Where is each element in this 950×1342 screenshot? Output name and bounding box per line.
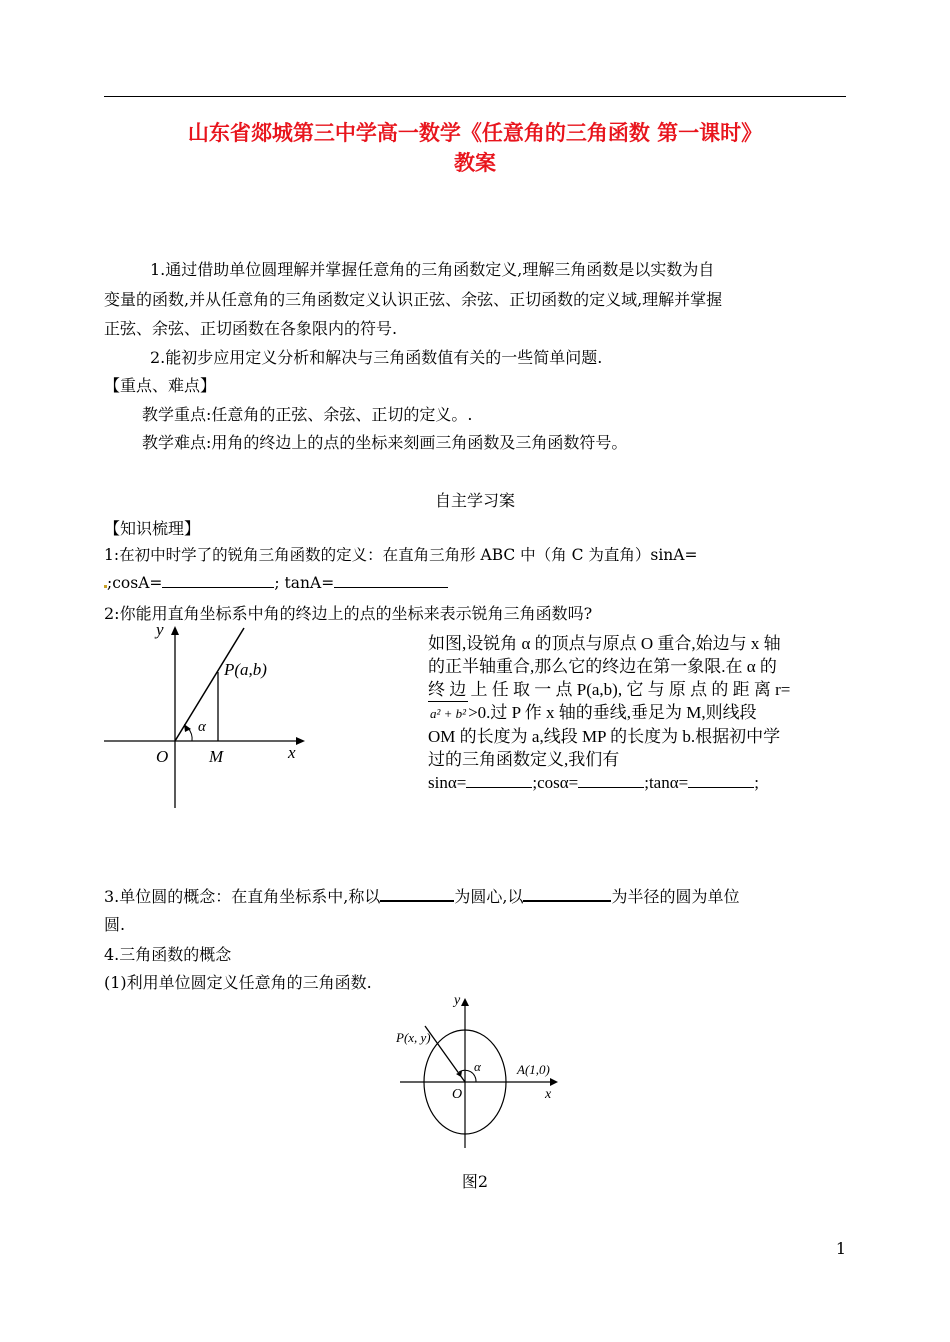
origin-label: O — [452, 1087, 463, 1102]
page-number: 1 — [835, 1239, 846, 1258]
self-study-heading: 自主学习案 — [434, 491, 515, 510]
header-rule — [104, 96, 846, 97]
x-axis-arrow-icon — [550, 1078, 558, 1086]
figure-2-unit-circle — [392, 990, 567, 1152]
y-axis-arrow-icon — [461, 998, 469, 1006]
question-2: 2:你能用直角坐标系中角的终边上的点的坐标来表示锐角三角函数吗? — [104, 604, 593, 623]
sqrt-expression: a² + b² — [428, 701, 468, 725]
teaching-focus: 教学重点:任意角的正弦、余弦、正切的定义。. — [142, 405, 473, 424]
x-axis-arrow-icon — [296, 737, 305, 745]
page-title-line2: 教案 — [454, 151, 496, 175]
cos-alpha-blank[interactable] — [578, 787, 644, 788]
m-label: M — [209, 747, 224, 766]
question-3-line1: 3.单位圆的概念：在直角坐标系中,称以 为圆心,以 为半径的圆为单位 — [104, 887, 740, 906]
objective-1-line1: 1.通过借助单位圆理解并掌握任意角的三角函数定义,理解三角函数是以实数为自 — [150, 260, 715, 279]
question-3-line2: 圆. — [104, 915, 126, 934]
alpha-label: α — [474, 1059, 481, 1074]
alpha-label: α — [198, 719, 206, 735]
tan-alpha-blank[interactable] — [688, 787, 754, 788]
p-label: P(a,b) — [224, 660, 267, 679]
y-axis-arrow-icon — [171, 626, 179, 635]
objective-1-line2: 变量的函数,并从任意角的三角函数定义认识正弦、余弦、正切函数的定义域,理解并掌握 — [104, 290, 723, 309]
key-points-heading: 【重点、难点】 — [104, 376, 217, 395]
question-1-line1: 1:在初中时学了的锐角三角函数的定义：在直角三角形 ABC 中（角 C 为直角）sinA= — [104, 546, 698, 564]
question-4: 4.三角函数的概念 — [104, 945, 232, 964]
figure-1-explanation: 如图,设锐角 α 的顶点与原点 O 重合,始边与 x 轴 的正半轴重合,那么它的终边在第一象限.在 α 的 终 边 上 任 取 一 点 P(a,b), 它 与 原 点 的 距 离 r= a² + b² >0.过 P 作 x 轴的垂线,垂足为 M,则线段 OM 的长度为 a,线段 MP 的长度为 b.根据初中学 过的三角函数定义,我们有 sinα= ;cosα= ;tanα= ; — [428, 634, 791, 792]
knowledge-heading: 【知识梳理】 — [104, 519, 201, 538]
figure-2-caption: 图2 — [461, 1172, 489, 1191]
a-label: A(1,0) — [517, 1062, 550, 1077]
origin-label: O — [156, 747, 169, 766]
x-label: x — [545, 1087, 552, 1102]
teaching-difficulty: 教学难点:用角的终边上的点的坐标来刻画三角函数及三角函数符号。 — [142, 433, 628, 452]
terminal-side — [175, 628, 244, 741]
objective-1-line3: 正弦、余弦、正切函数在各象限内的符号. — [104, 319, 398, 338]
radius-blank[interactable] — [523, 900, 611, 902]
x-label: x — [288, 743, 296, 762]
page-title-line1: 山东省郯城第三中学高一数学《任意角的三角函数 第一课时》 — [187, 121, 763, 145]
cos-blank[interactable] — [162, 587, 274, 588]
objective-2: 2.能初步应用定义分析和解决与三角函数值有关的一些简单问题. — [150, 348, 603, 367]
p-label: P(x, y) — [396, 1030, 431, 1045]
center-blank[interactable] — [380, 900, 454, 902]
y-label: y — [454, 993, 461, 1008]
figure-1-coordinate-plot — [100, 620, 310, 815]
question-1-line2: ;cosA= ; tanA= — [104, 568, 448, 598]
y-label: y — [156, 620, 164, 639]
tan-blank[interactable] — [334, 587, 448, 588]
question-4-1: (1)利用单位圆定义任意角的三角函数. — [104, 973, 372, 992]
sin-blank[interactable] — [466, 787, 532, 788]
